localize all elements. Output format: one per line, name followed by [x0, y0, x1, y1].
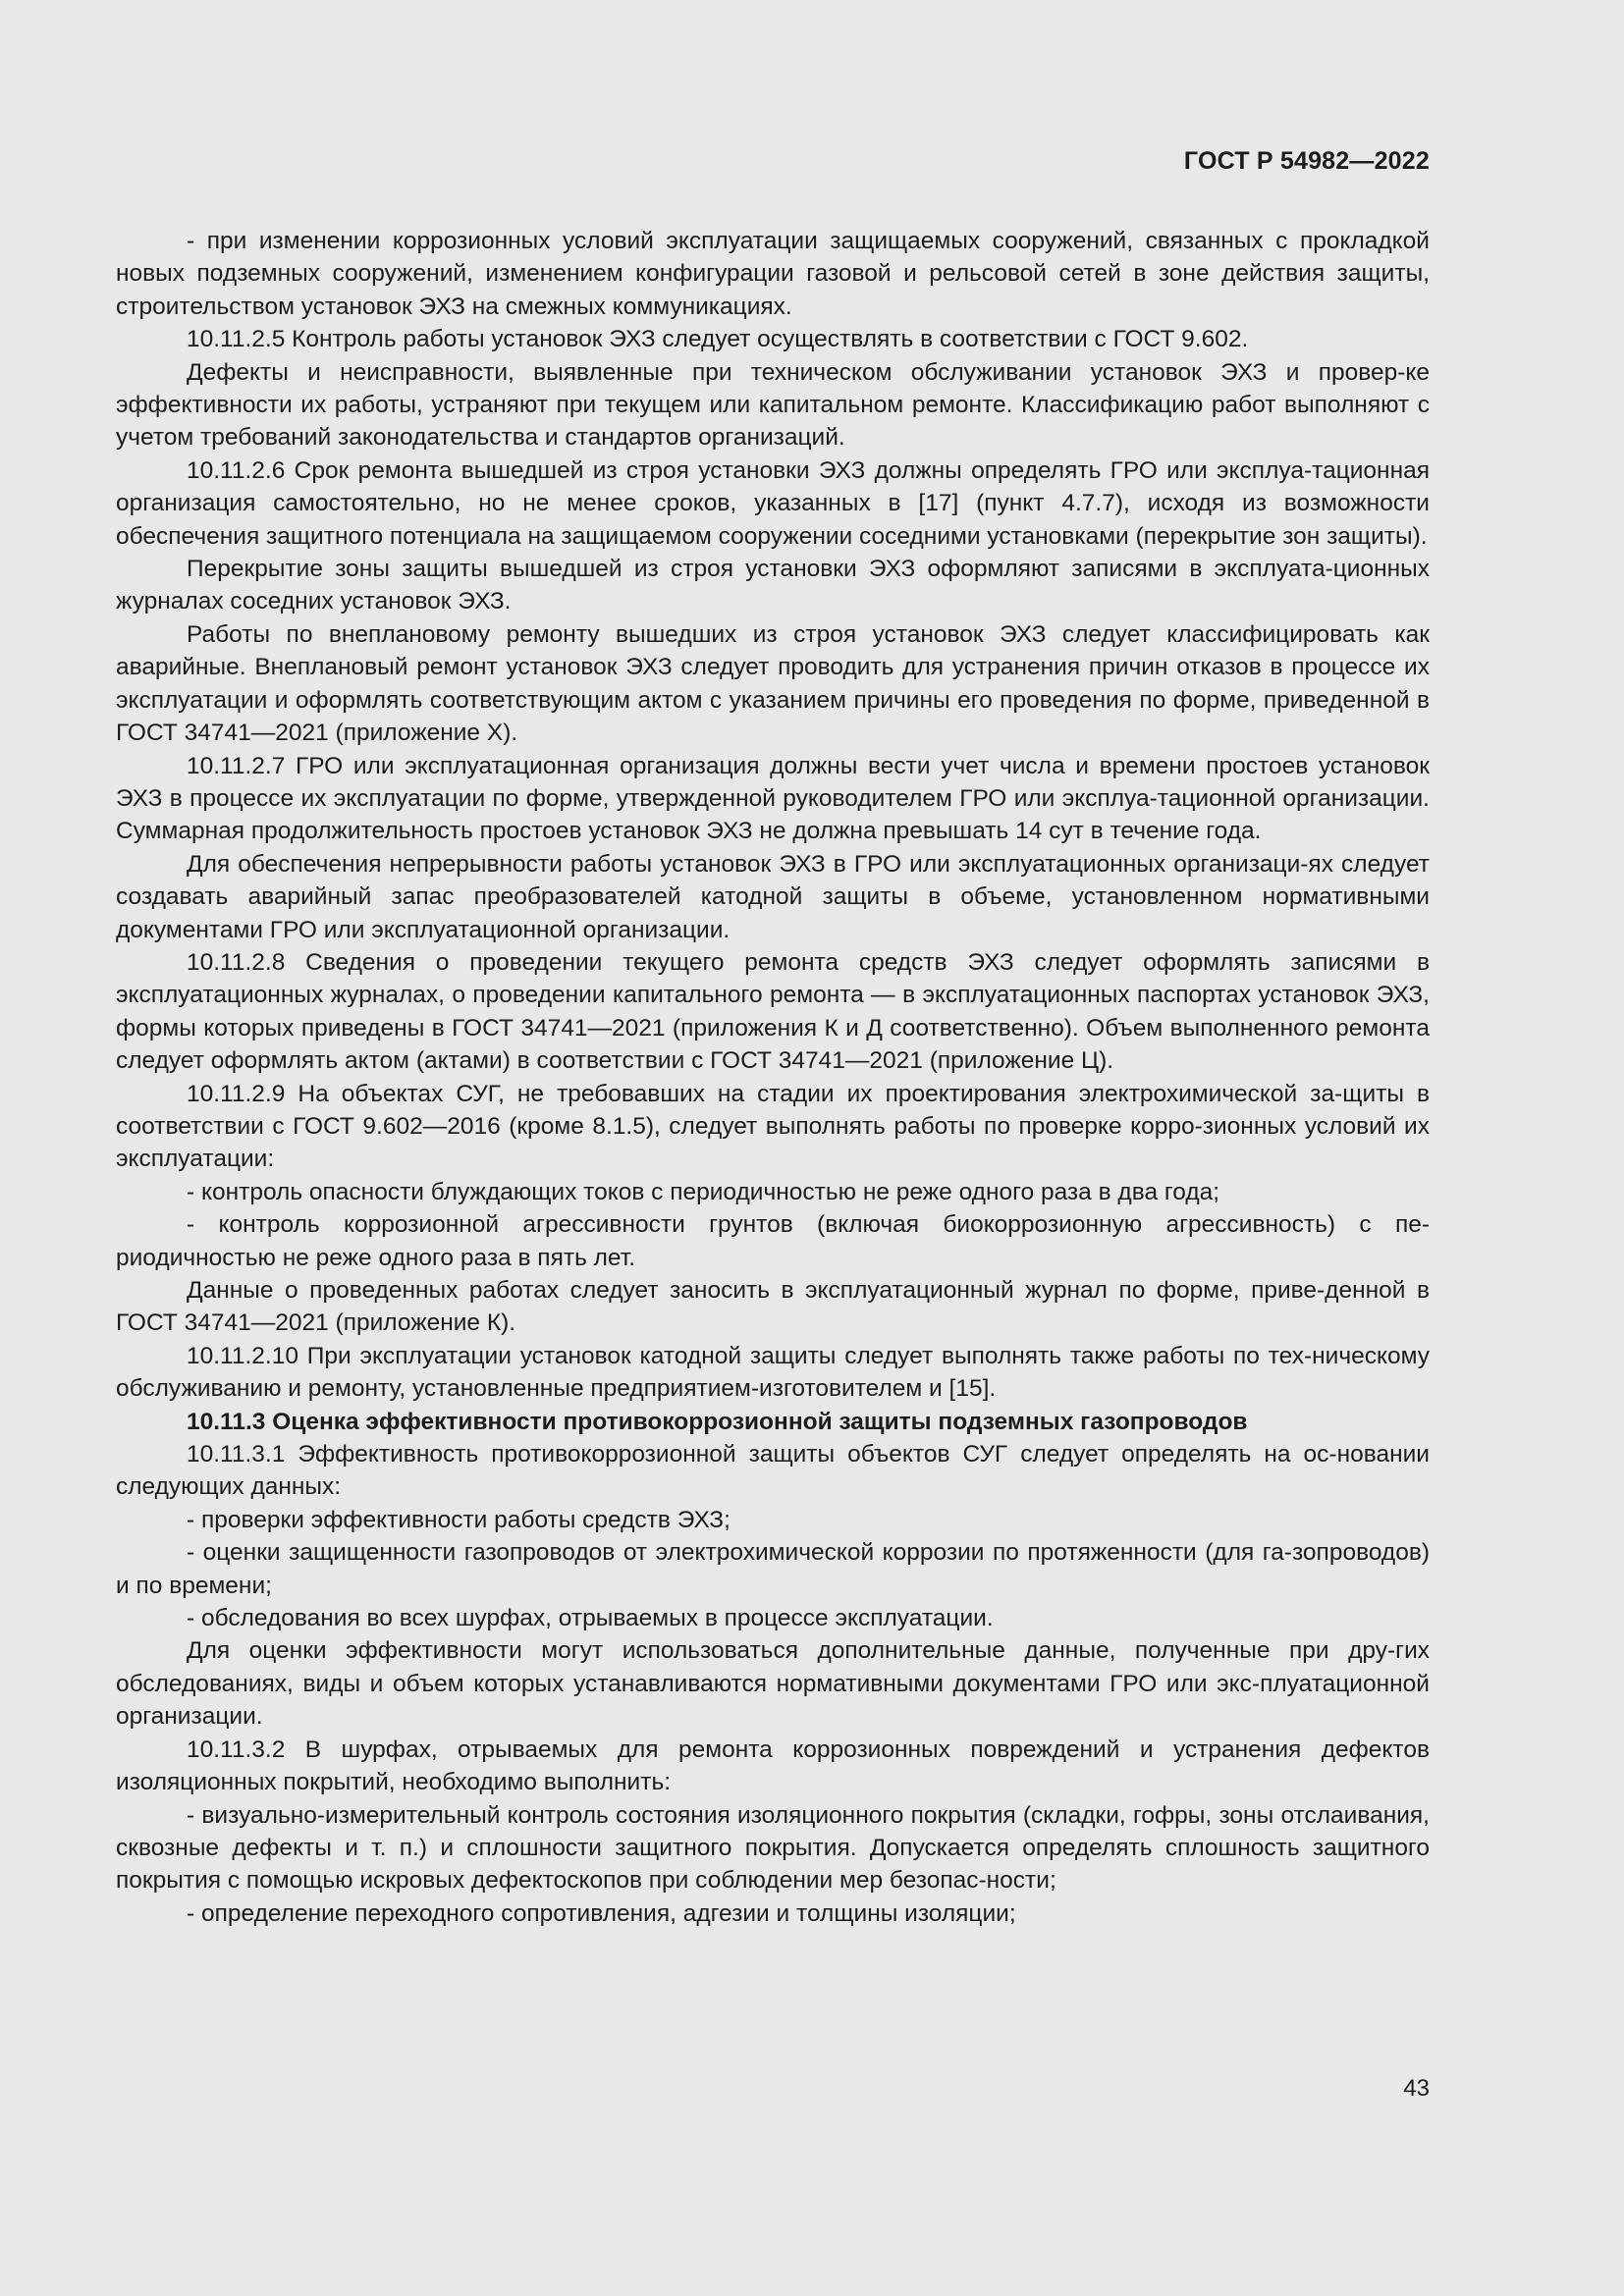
- paragraph: 10.11.2.6 Срок ремонта вышедшей из строя установки ЭХЗ должны определять ГРО или эксплуа-тационная организация самостоятельно, но не менее сроков, указанных в [17] (пункт 4.7.7), исходя из возможности обеспечения защитного потенциала на защищаемом сооружении соседними установками (перекрытие зон защиты).: [116, 456, 1430, 550]
- paragraph: Перекрытие зоны защиты вышедшей из строя установки ЭХЗ оформляют записями в эксплуата-ционных журналах соседних установок ЭХЗ.: [116, 556, 1430, 615]
- paragraph: 10.11.2.9 На объектах СУГ, не требовавших на стадии их проектирования электрохимической за-щиты в соответствии с ГОСТ 9.602—2016 (кроме 8.1.5), следует выполнять работы по проверке корро-зионных условий их эксплуатации:: [116, 1080, 1430, 1173]
- paragraph: - проверки эффективности работы средств ЭХЗ;: [187, 1506, 731, 1533]
- paragraph: - обследования во всех шурфах, отрываемых в процессе эксплуатации.: [187, 1605, 994, 1632]
- paragraph: 10.11.2.8 Сведения о проведении текущего ремонта средств ЭХЗ следует оформлять записями в эксплуатационных журналах, о проведении капитального ремонта — в эксплуатационных паспортах установок ЭХЗ, формы которых приведены в ГОСТ 34741—2021 (приложения К и Д соответственно). Объем выполненного ремонта следует оформлять актом (актами) в соответствии с ГОСТ 34741—2021 (приложение Ц).: [116, 948, 1430, 1075]
- paragraph: - контроль коррозионной агрессивности грунтов (включая биокоррозионную агрессивность) с пе-риодичностью не реже одного раза в пять лет.: [116, 1211, 1430, 1271]
- paragraph: Данные о проведенных работах следует заносить в эксплуатационный журнал по форме, приве-денной в ГОСТ 34741—2021 (приложение К).: [116, 1277, 1430, 1337]
- paragraph: Для обеспечения непрерывности работы установок ЭХЗ в ГРО или эксплуатационных организаци-ях следует создавать аварийный запас преобразователей катодной защиты в объеме, установленном нормативными документами ГРО или эксплуатационной организации.: [116, 850, 1430, 943]
- document-body: [116, 225, 1430, 1930]
- paragraph: - определение переходного сопротивления, адгезии и толщины изоляции;: [187, 1899, 1016, 1927]
- paragraph: 10.11.3.1 Эффективность противокоррозионной защиты объектов СУГ следует определять на ос-новании следующих данных:: [116, 1441, 1430, 1501]
- section-heading: 10.11.3 Оценка эффективности противокоррозионной защиты подземных газопроводов: [187, 1408, 1248, 1435]
- page-number: 43: [1403, 2075, 1430, 2102]
- paragraph: Дефекты и неисправности, выявленные при техническом обслуживании установок ЭХЗ и провер-ке эффективности их работы, устраняют при текущем или капитальном ремонте. Классификацию работ выполняют с учетом требований законодательства и стандартов организаций.: [116, 358, 1430, 452]
- paragraph: 10.11.3.2 В шурфах, отрываемых для ремонта коррозионных повреждений и устранения дефектов изоляционных покрытий, необходимо выполнить:: [116, 1735, 1430, 1796]
- paragraph: - контроль опасности блуждающих токов с периодичностью не реже одного раза в два года;: [187, 1178, 1220, 1205]
- paragraph: 10.11.2.7 ГРО или эксплуатационная организация должны вести учет числа и времени простоев установок ЭХЗ в процессе их эксплуатации по форме, утвержденной руководителем ГРО или эксплуа-тационной организации. Суммарная продолжительность простоев установок ЭХЗ не должна превышать 14 сут в течение года.: [116, 752, 1430, 845]
- paragraph: Работы по внеплановому ремонту вышедших из строя установок ЭХЗ следует классифицировать как аварийные. Внеплановый ремонт установок ЭХЗ следует проводить для устранения причин отказов в процессе их эксплуатации и оформлять соответствующим актом с указанием причины его проведения по форме, приведенной в ГОСТ 34741—2021 (приложение Х).: [116, 620, 1430, 747]
- paragraph: 10.11.2.5 Контроль работы установок ЭХЗ следует осуществлять в соответствии с ГОСТ 9.602.: [187, 326, 1249, 353]
- paragraph: Для оценки эффективности могут использоваться дополнительные данные, полученные при дру-гих обследованиях, виды и объем которых устанавливаются нормативными документами ГРО или экс-плуатационной организации.: [116, 1637, 1430, 1731]
- paragraph: - визуально-измерительный контроль состояния изоляционного покрытия (складки, гофры, зоны отслаивания, сквозные дефекты и т. п.) и сплошности защитного покрытия. Допускается определять сплошность защитного покрытия с помощью искровых дефектоскопов при соблюдении мер безопас-ности;: [116, 1801, 1430, 1895]
- paragraph: 10.11.2.10 При эксплуатации установок катодной защиты следует выполнять также работы по тех-ническому обслуживанию и ремонту, установленные предприятием-изготовителем и [15].: [116, 1342, 1430, 1403]
- paragraph: - при изменении коррозионных условий эксплуатации защищаемых сооружений, связанных с прокладкой новых подземных сооружений, изменением конфигурации газовой и рельсовой сетей в зоне действия защиты, строительством установок ЭХЗ на смежных коммуникациях.: [116, 228, 1430, 320]
- paragraph: - оценки защищенности газопроводов от электрохимической коррозии по протяженности (для га-зопроводов) и по времени;: [116, 1539, 1430, 1599]
- document-header: ГОСТ Р 54982—2022: [1183, 147, 1430, 175]
